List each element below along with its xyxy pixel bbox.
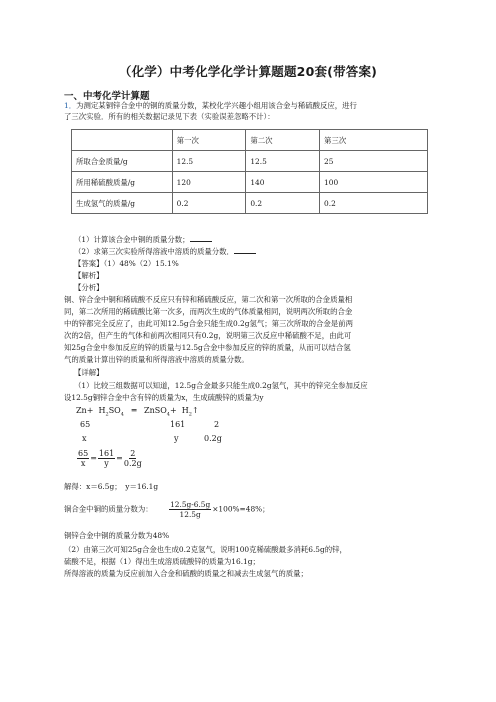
sub-question-1: （1）计算该合金中铜的质量分数； (74, 234, 444, 245)
detail-line: （1）比较三组数据可以知道，12.5g合金最多只能生成0.2g氢气，其中的锌完全参加反应 (74, 381, 368, 390)
section-heading: 一、中考化学计算题 (64, 91, 150, 102)
fraction: $\frac{161}{y}$ (98, 449, 115, 468)
table-header-row: 第一次 第二次 第三次 (72, 130, 428, 151)
proportion-equation: $\frac{65}{x}$ = $\frac{161}{y}$ = $\frac{2}{0.2g}$ (78, 449, 142, 468)
document-page: （化学）中考化学化学计算题题20套(带答案) 一、中考化学计算题 1．为测定某铜锌合金中的铜的质量分数，某校化学兴趣小组用该合金与稀硫酸反应，进行 了三次实验．所有的相关数据记录见下表（实验误差忽略不计）： 第一次 第二次 第三次 所取合金质量/g 12.5 12.5 25 所用稀硫酸质量/g 120 140 100 生成氢气的质量/g 0.2 0.2 0.2 （1）计算该合金中铜的质量分数； （2）求第三次实验所得溶液中溶质的质量分数． 【答案】（1）48%（2）15.1% 【解析】 【分析】 铜、锌合金中铜和稀硫酸不反应只有锌和稀硫酸反应，第二次和第一次所取的合金质量相 同，第二次所用的稀硫酸比第一次多，而两次生成的气体质量相同，说明两次所取的合金 中的锌都完全反应了，由此可知12.5g合金只能生成0.2g氢气；第三次所取的合金是前两 次的2倍，但产生的气体和前两次相同只有0.2g，说明第三次反应中稀硫酸不足，由此可 知25g合金中参加反应的锌的质量与12.5g合金中参加反应的锌的质量，从而可以结合氢 气的质量计算出锌的质量和所得溶液中溶质的质量分数。 【详解】 （1）比较三组数据可以知道，12.5g合金最多只能生成0.2g氢气，其中的锌完全参加反应 设12.5g铜锌合金中含有锌的质量为x，生成硫酸锌的质量为y $Zn+ H_2SO_4$ ═ ZnSO$_4$+ $H_2↑$ 65 161 2 x y 0.2g $\frac{65}{x}$ = $\frac{161}{y}$ = $\frac{2}{0.2g}$ 解得：x＝6.5g； y＝16.1g 铜合金中铜的质量分数为： $\frac{12.5g-6.5g}{12.5g}$ ×100%=48%； 铜锌合金中铜的质量分数为48% （2）由第三次可知25g合金也生成0.2克氢气，说明100克稀硫酸最多消耗6.5g的锌， 硫酸不足，根据（1）得出生成溶质硫酸锌的质量为16.1g； 所得溶液的质量为反应前加入合金和硫酸的质量之和减去生成氢气的质量； (0, 0, 496, 702)
xiangjie-label: 【详解】 (74, 368, 104, 377)
analysis-line: 气的质量计算出锌的质量和所得溶液中溶质的质量分数。 (64, 355, 249, 364)
question-number: 1． (64, 101, 77, 110)
chemical-equation: $Zn+ H_2SO_4$ ═ ZnSO$_4$+ $H_2↑$ (76, 406, 199, 418)
copper-result-line: 铜锌合金中铜的质量分数为48% (64, 531, 170, 540)
question-line-1: 1．为测定某铜锌合金中的铜的质量分数，某校化学兴趣小组用该合金与稀硫酸反应，进行 (64, 101, 357, 110)
answer-line: 【答案】（1）48%（2）15.1% (74, 259, 179, 268)
fenxi-label: 【分析】 (74, 283, 104, 292)
part2-line: （2）由第三次可知25g合金也生成0.2克氢气，说明100克稀硫酸最多消耗6.5g的锌， (64, 545, 347, 554)
data-table (71, 129, 428, 214)
table-row: 生成氢气的质量/g 0.2 0.2 0.2 (72, 193, 428, 214)
fraction: $\frac{65}{x}$ (78, 449, 89, 468)
analysis-line: 中的锌都完全反应了，由此可知12.5g合金只能生成0.2g氢气；第三次所取的合金是前两 (64, 319, 353, 328)
jiexi-label: 【解析】 (74, 271, 104, 280)
copper-fraction-line: 铜合金中铜的质量分数为： $\frac{12.5g-6.5g}{12.5g}$ ×100%=48%； (64, 500, 270, 519)
part2-line: 所得溶液的质量为反应前加入合金和硫酸的质量之和减去生成氢气的质量； (64, 569, 308, 578)
answer-blank (234, 246, 256, 254)
table-row: 所取合金质量/g 12.5 12.5 25 (72, 151, 428, 172)
part2-line: 硫酸不足，根据（1）得出生成溶质硫酸锌的质量为16.1g； (64, 557, 260, 566)
solve-line: 解得：x＝6.5g； y＝16.1g (64, 482, 159, 491)
fraction: $\frac{12.5g-6.5g}{12.5g}$ (170, 500, 211, 519)
analysis-line: 铜、锌合金中铜和稀硫酸不反应只有锌和稀硫酸反应，第二次和第一次所取的合金质量相 (64, 295, 353, 304)
analysis-line: 知25g合金中参加反应的锌的质量与12.5g合金中参加反应的锌的质量，从而可以结合氢 (64, 343, 351, 352)
answer-blank (190, 234, 212, 242)
question-line-2: 了三次实验．所有的相关数据记录见下表（实验误差忽略不计）： (64, 112, 275, 121)
table-row: 所用稀硫酸质量/g 120 140 100 (72, 172, 428, 193)
sub-question-2: （2）求第三次实验所得溶液中溶质的质量分数． (74, 246, 444, 257)
doc-title: （化学）中考化学化学计算题题20套(带答案) (118, 64, 378, 79)
analysis-line: 同，第二次所用的稀硫酸比第一次多，而两次生成的气体质量相同，说明两次所取的合金 (64, 307, 353, 316)
detail-line: 设12.5g铜锌合金中含有锌的质量为x，生成硫酸锌的质量为y (64, 393, 264, 402)
analysis-line: 次的2倍，但产生的气体和前两次相同只有0.2g，说明第三次反应中稀硫酸不足，由此可 (64, 331, 352, 340)
fraction: $\frac{2}{0.2g}$ (123, 449, 142, 468)
